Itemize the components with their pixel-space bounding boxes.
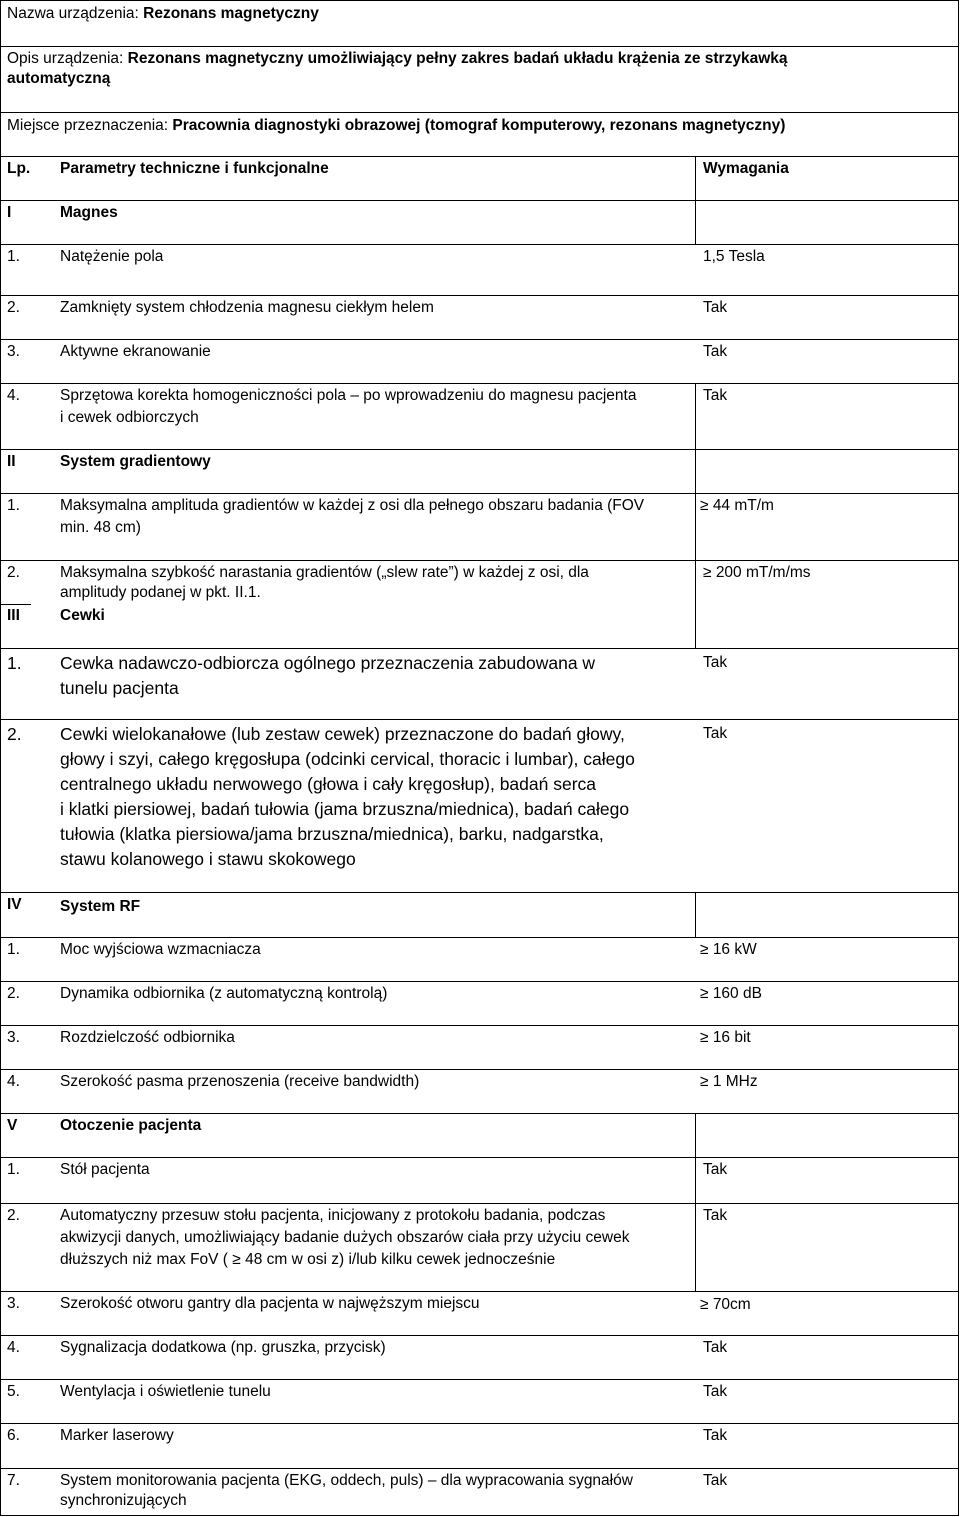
column-header-row [0, 156, 959, 200]
table-row [0, 1291, 959, 1335]
table-bottom-border [0, 1515, 959, 1516]
row-parameter-line2: min. 48 cm) [60, 519, 141, 536]
table-row [0, 493, 959, 560]
table-row [0, 1335, 959, 1379]
row-parameter-line: Cewki wielokanałowe (lub zestaw cewek) przeznaczone do badań głowy, [60, 724, 625, 744]
device-name-row [0, 0, 959, 46]
device-name-value: Rezonans magnetyczny [143, 5, 319, 22]
row-number: 3. [7, 1029, 20, 1046]
section-title: System RF [60, 898, 141, 915]
row-requirement: Tak [703, 1339, 728, 1356]
table-row [0, 1203, 959, 1291]
row-number: 2. [7, 1207, 20, 1224]
row-requirement: Tak [703, 1161, 728, 1178]
row-parameter-line: Automatyczny przesuw stołu pacjenta, inicjowany z protokołu badania, podczas [60, 1207, 606, 1224]
description-value-line1: Rezonans magnetyczny umożliwiający pełny zakres badań układu krążenia ze strzykawką [127, 50, 788, 67]
row-parameter-line1: System monitorowania pacjenta (EKG, oddech, puls) – dla wypracowania sygnałów [60, 1472, 633, 1489]
table-row [0, 1069, 959, 1113]
row-parameter-line: centralnego układu nerwowego (głowa i cały kręgosłup), badań serca [60, 774, 597, 794]
section-header-otoczenie-pacjenta [0, 1113, 959, 1157]
section-title: Cewki [60, 607, 105, 624]
section-number: III [7, 607, 20, 624]
section-header-cewki [0, 604, 959, 648]
row-requirement: Tak [703, 1427, 728, 1444]
table-row [0, 383, 959, 449]
row-parameter: Rozdzielczość odbiornika [60, 1029, 235, 1046]
description-label: Opis urządzenia: [7, 50, 128, 67]
table-row [0, 981, 959, 1025]
row-parameter-line: akwizycji danych, umożliwiający badanie dużych obszarów ciała przy użyciu cewek [60, 1229, 630, 1246]
row-parameter: Stół pacjenta [60, 1161, 150, 1178]
row-parameter: Szerokość pasma przenoszenia (receive bandwidth) [60, 1073, 420, 1090]
table-row [0, 1379, 959, 1423]
row-parameter-line: głowy i szyi, całego kręgosłupa (odcinki cervical, thoracic i lumbar), całego [60, 749, 635, 769]
row-number: 1. [7, 248, 20, 265]
row-requirement: Tak [703, 1207, 728, 1224]
row-requirement: ≥ 44 mT/m [700, 497, 774, 514]
row-parameter-line1: Maksymalna szybkość narastania gradientów („slew rate”) w każdej z osi, dla [60, 564, 589, 581]
row-parameter: Marker laserowy [60, 1427, 174, 1444]
row-requirement: Tak [703, 725, 728, 742]
row-number: 3. [7, 343, 20, 360]
row-parameter-line1: Sprzętowa korekta homogeniczności pola – po wprowadzeniu do magnesu pacjenta [60, 387, 637, 404]
location-label: Miejsce przeznaczenia: [7, 117, 173, 134]
row-requirement: ≥ 70cm [700, 1296, 751, 1313]
row-requirement: ≥ 16 kW [700, 941, 757, 958]
row-parameter-line: stawu kolanowego i stawu skokowego [60, 849, 356, 869]
row-parameter-line: dłuższych niż max FoV ( ≥ 48 cm w osi z) i/lub kilku cewek jednocześnie [60, 1251, 556, 1268]
section-title: Magnes [60, 204, 118, 221]
col-lp-header: Lp. [7, 160, 31, 177]
row-requirement: Tak [703, 1472, 728, 1489]
row-parameter: Dynamika odbiornika (z automatyczną kontrolą) [60, 985, 388, 1002]
description-value-line2: automatyczną [7, 70, 111, 87]
section-title: System gradientowy [60, 453, 211, 470]
section-number: V [7, 1117, 18, 1134]
table-row [0, 1157, 959, 1203]
row-requirement: Tak [703, 654, 728, 671]
col-requirements-header: Wymagania [703, 160, 789, 177]
device-name-label: Nazwa urządzenia: [7, 5, 144, 22]
row-parameter-line1: Maksymalna amplituda gradientów w każdej z osi dla pełnego obszaru badania (FOV [60, 497, 645, 514]
row-number: 1. [7, 653, 22, 673]
row-requirement: ≥ 1 MHz [700, 1073, 758, 1090]
row-parameter: Moc wyjściowa wzmacniacza [60, 941, 261, 958]
row-number: 3. [7, 1295, 20, 1312]
row-number: 2. [7, 724, 22, 744]
table-row [0, 1468, 959, 1516]
row-requirement: ≥ 16 bit [700, 1029, 751, 1046]
row-requirement: 1,5 Tesla [703, 248, 765, 265]
row-requirement: Tak [703, 387, 728, 404]
row-parameter-line2: amplitudy podanej w pkt. II.1. [60, 584, 261, 601]
section-header-magnes [0, 200, 959, 244]
table-row [0, 244, 959, 295]
table-row [0, 1423, 959, 1468]
row-parameter: Natężenie pola [60, 248, 164, 265]
table-row [0, 1025, 959, 1069]
table-row [0, 937, 959, 981]
table-row [0, 648, 959, 719]
row-parameter-line2: tunelu pacjenta [60, 678, 179, 698]
row-parameter: Szerokość otworu gantry dla pacjenta w najwęższym miejscu [60, 1295, 480, 1312]
location-value: Pracownia diagnostyki obrazowej (tomograf komputerowy, rezonans magnetyczny) [172, 117, 786, 134]
row-number: 4. [7, 1339, 20, 1356]
row-parameter: Sygnalizacja dodatkowa (np. gruszka, przycisk) [60, 1339, 386, 1356]
row-number: 5. [7, 1383, 20, 1400]
row-requirement: ≥ 200 mT/m/ms [703, 564, 811, 581]
row-requirement: Tak [703, 1383, 728, 1400]
row-number: 2. [7, 564, 20, 581]
location-row [0, 112, 959, 156]
section-title: Otoczenie pacjenta [60, 1117, 202, 1134]
section-number: II [7, 453, 16, 470]
row-parameter-line: i klatki piersiowej, badań tułowia (jama brzuszna/miednica), badań całego [60, 799, 630, 819]
row-number: 6. [7, 1427, 20, 1444]
section-header-system-rf [0, 892, 959, 937]
table-row [0, 295, 959, 339]
row-number: 7. [7, 1472, 20, 1489]
row-requirement: Tak [703, 343, 728, 360]
table-row [0, 719, 959, 892]
table-row [0, 560, 959, 604]
section-number: IV [7, 896, 22, 913]
row-parameter: Wentylacja i oświetlenie tunelu [60, 1383, 271, 1400]
row-parameter-line2: i cewek odbiorczych [60, 409, 199, 426]
description-row [0, 46, 959, 112]
section-number: I [7, 204, 12, 221]
section-header-system-gradientowy [0, 449, 959, 493]
row-parameter-line1: Cewka nadawczo-odbiorcza ogólnego przeznaczenia zabudowana w [60, 653, 596, 673]
row-parameter: Aktywne ekranowanie [60, 343, 211, 360]
row-requirement: Tak [703, 299, 728, 316]
row-number: 1. [7, 497, 20, 514]
row-parameter-line2: synchronizujących [60, 1492, 187, 1509]
col-params-header: Parametry techniczne i funkcjonalne [60, 160, 329, 177]
row-number: 2. [7, 985, 20, 1002]
row-number: 1. [7, 941, 20, 958]
row-number: 4. [7, 387, 20, 404]
table-row [0, 339, 959, 383]
row-parameter: Zamknięty system chłodzenia magnesu ciekłym helem [60, 299, 434, 316]
row-number: 4. [7, 1073, 20, 1090]
row-parameter-line: tułowia (klatka piersiowa/jama brzuszna/miednica), barku, nadgarstka, [60, 824, 604, 844]
row-number: 1. [7, 1161, 20, 1178]
row-requirement: ≥ 160 dB [700, 985, 762, 1002]
row-number: 2. [7, 299, 20, 316]
